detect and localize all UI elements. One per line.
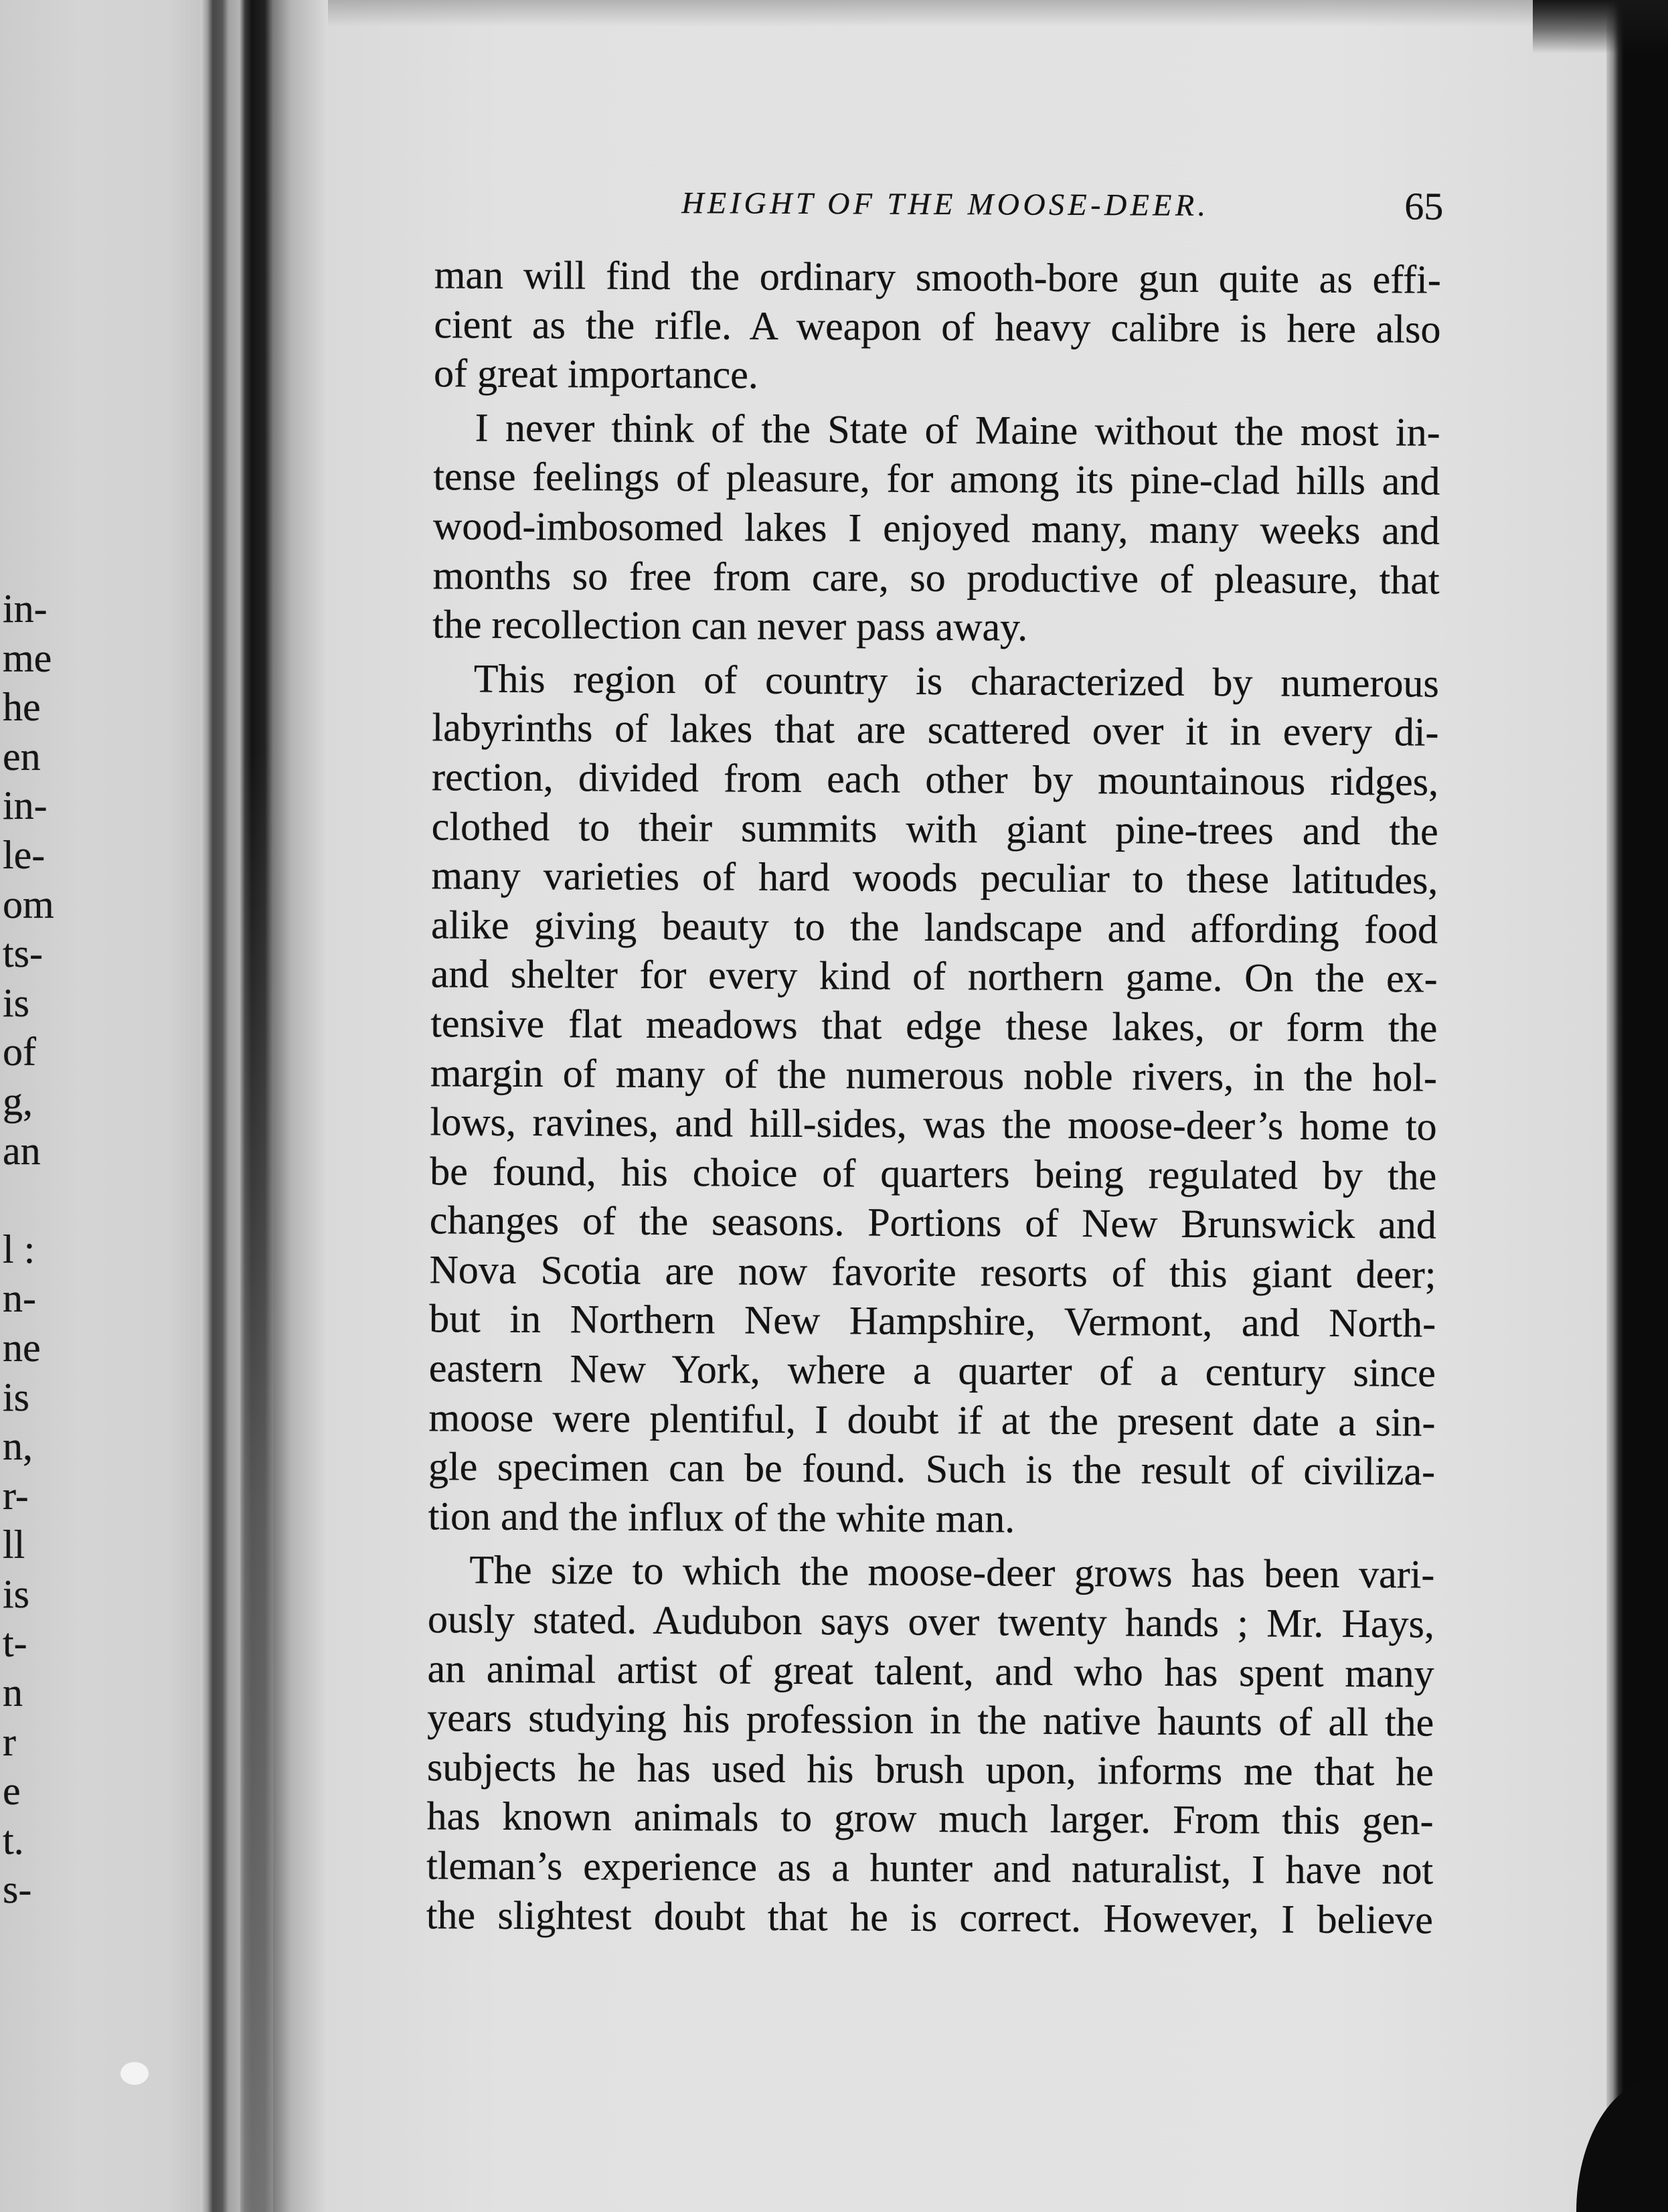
facing-page-blank-line [3, 1176, 203, 1225]
facing-page-fragment: in- [3, 586, 48, 631]
facing-page-fragment: is [3, 980, 30, 1025]
text-line: years studying his profession in the native haunts of all the [427, 1695, 1434, 1745]
gutter-fade-overlay [241, 0, 273, 2212]
facing-page-fragment: in- [3, 783, 48, 828]
text-line: alike giving beauty to the landscape and affording food [430, 902, 1438, 952]
text-line: labyrinths of lakes that are scattered over it in every di- [432, 705, 1439, 755]
facing-page-fragment: n- [3, 1276, 36, 1321]
facing-page-fragment: ts- [3, 931, 43, 976]
text-line: clothed to their summits with giant pine-trees and the [431, 803, 1438, 854]
text-line: man will find the ordinary smooth-bore gun quite as effi- [434, 252, 1441, 302]
text-line: The size to which the moose-deer grows has been vari- [469, 1547, 1435, 1597]
text-line: but in Northern New Hampshire, Vermont, and North- [429, 1296, 1436, 1346]
text-line: lows, ravines, and hill-sides, was the moose-deer’s home to [430, 1099, 1437, 1149]
paragraph [426, 1546, 1435, 1945]
text-line: subjects he has used his brush upon, informs me that he [426, 1745, 1434, 1794]
facing-page-fragment: is [3, 1374, 30, 1419]
page-number: 65 [1404, 184, 1444, 228]
text-line: the slightest doubt that he is correct. However, I believe [426, 1892, 1433, 1942]
facing-page-fragment: r [3, 1719, 16, 1764]
facing-page-fragment: n, [3, 1424, 33, 1469]
facing-page-fragment: l : [3, 1227, 35, 1271]
facing-page-fragment: e [3, 1769, 21, 1814]
text-line: an animal artist of great talent, and who has spent many [427, 1646, 1434, 1696]
paragraph [428, 654, 1439, 1546]
scan-top-right-shadow [1533, 0, 1668, 54]
text-line: and shelter for every kind of northern game. On the ex- [430, 951, 1438, 1001]
text-line: gle specimen can be found. Such is the result of civiliza- [428, 1444, 1436, 1494]
facing-page-left [0, 0, 209, 2212]
text-line: has known animals to grow much larger. From this gen- [426, 1794, 1434, 1843]
scan-artifact-smudge [120, 2062, 149, 2085]
text-line: tion and the influx of the white man. [428, 1494, 1015, 1541]
text-line: cient as the rifle. A weapon of heavy calibre is here also [434, 301, 1441, 351]
text-line: This region of country is characterized by numerous [473, 656, 1440, 706]
text-line: be found, his choice of quarters being regulated by the [430, 1148, 1437, 1198]
facing-page-fragment: n [3, 1670, 23, 1715]
text-line: moose were plentiful, I doubt if at the present date a sin- [428, 1395, 1436, 1445]
text-line: margin of many of the numerous noble rivers, in the hol- [430, 1050, 1438, 1100]
text-line: tleman’s experience as a hunter and naturalist, I have not [426, 1843, 1434, 1893]
facing-page-fragment: g, [3, 1079, 33, 1123]
facing-page-text-fragments [3, 584, 203, 1915]
facing-page-fragment: om [3, 882, 54, 927]
text-line: rection, divided from each other by mountainous ridges, [431, 755, 1439, 804]
text-line: tensive flat meadows that edge these lakes, or form the [430, 1001, 1438, 1050]
facing-page-fragment: le- [3, 832, 46, 877]
paragraph [432, 403, 1440, 654]
text-line: Nova Scotia are now favorite resorts of this giant deer; [429, 1247, 1436, 1297]
text-line: months so free from care, so productive of pleasure, that [432, 552, 1440, 603]
facing-page-fragment: of [3, 1030, 36, 1075]
text-line: eastern New York, where a quarter of a century since [428, 1346, 1436, 1395]
text-line: the recollection can never pass away. [432, 602, 1028, 649]
facing-page-fragment: ll [3, 1522, 25, 1567]
facing-page-fragment: is [3, 1571, 30, 1616]
facing-page-fragment: he [3, 685, 41, 730]
page-right-edge-shadow [1606, 0, 1668, 2212]
facing-page-fragment: en [3, 734, 41, 779]
facing-page-fragment: t. [3, 1818, 24, 1863]
running-head: HEIGHT OF THE MOOSE-DEER. [681, 185, 1210, 222]
body-text [426, 250, 1441, 1945]
text-line: wood-imbosomed lakes I enjoyed many, many weeks and [432, 503, 1440, 553]
facing-page-fragment: me [3, 635, 52, 680]
facing-page-fragment: ne [3, 1325, 41, 1370]
page-top-edge-shadow [328, 0, 1610, 27]
facing-page-fragment: an [3, 1128, 41, 1173]
facing-page-fragment: t- [3, 1621, 27, 1666]
facing-page-fragment: s- [3, 1867, 32, 1912]
text-line: tense feelings of pleasure, for among its pine-clad hills and [433, 454, 1440, 503]
paragraph [434, 250, 1441, 403]
page-content [397, 165, 1490, 1978]
text-line: changes of the seasons. Portions of New Brunswick and [429, 1198, 1437, 1247]
text-line: of great importance. [433, 351, 759, 397]
text-line: many varieties of hard woods peculiar to these latitudes, [431, 853, 1438, 902]
text-line: I never think of the State of Maine without the most in- [475, 405, 1440, 455]
facing-page-fragment: r- [3, 1473, 29, 1518]
text-line: ously stated. Audubon says over twenty hands ; Mr. Hays, [427, 1597, 1435, 1646]
